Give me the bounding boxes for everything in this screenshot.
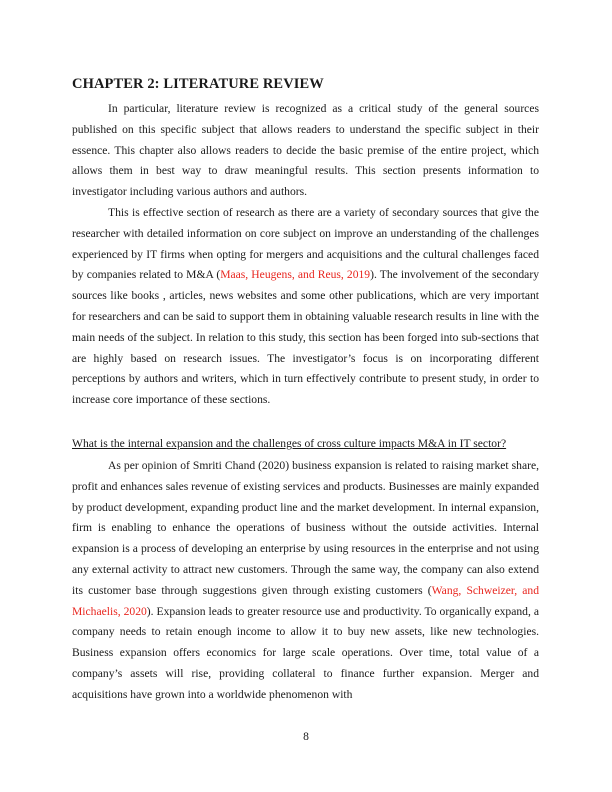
citation-wang-2020: Wang, Schweizer, and Michaelis, 2020 xyxy=(72,583,540,618)
section-subheading: What is the internal expansion and the challenges of cross culture impacts M&A in IT sector? xyxy=(72,437,507,450)
secondary-sources-paragraph xyxy=(72,203,539,411)
paragraph-text: As per opinion of Smriti Chand (2020) business expansion is related to raising market share, profit and enhances sales revenue of existing services and products. Businesses are mainly expanded by product development, expanding product line and the market development. In internal expansion, firm is enabling to enhance the operations of business without the outside activities. Internal expansion is a process of developing an enterprise by using resources in the enterprise and not using any external activity to attract new customers. Through the same way, the company can also extend its customer base through suggestions given through existing customers ( xyxy=(72,459,539,597)
internal-expansion-paragraph xyxy=(72,456,539,706)
page-number: 8 xyxy=(303,730,309,743)
intro-paragraph: In particular, literature review is recognized as a critical study of the general sources published on this specific subject that allows readers to understand the specific subject in their essence. This chapter also allows readers to decide the basic premise of the entire project, which allows them in best way to draw meaningful results. This section presents information to investigator including various authors and authors. xyxy=(72,102,539,199)
chapter-heading: CHAPTER 2: LITERATURE REVIEW xyxy=(72,76,324,92)
paragraph-text: ). The involvement of the secondary sources like books , articles, news websites and some other publications, which are very important for researchers and can be said to support them in obtaining valuable research results in line with the main needs of the subject. In relation to this study, this section has been forged into sub-sections that are highly based on research issues. The investigator’s focus is on incorporating different perceptions by authors and writers, which in turn effectively contribute to present study, in order to increase core importance of these sections. xyxy=(72,268,539,407)
paragraph-text: This is effective section of research as there are a variety of secondary sources that give the researcher with detailed information on core subject on improve an understanding of the challenges experienced by IT firms when opting for mergers and acquisitions and the cultural challenges faced by companies related to M&A ( xyxy=(72,206,539,282)
citation-maas-2019: Maas, Heugens, and Reus, 2019 xyxy=(220,268,371,282)
paragraph-text: ). Expansion leads to greater resource use and productivity. To organically expand, a company needs to retain enough income to allow it to buy new assets, like new technologies. Business expansion offers economics for large scale operations. Over time, total value of a company’s assets will rise, providing collateral to finance further expansion. Merger and acquisitions have grown into a worldwide phenomenon with xyxy=(72,604,539,701)
